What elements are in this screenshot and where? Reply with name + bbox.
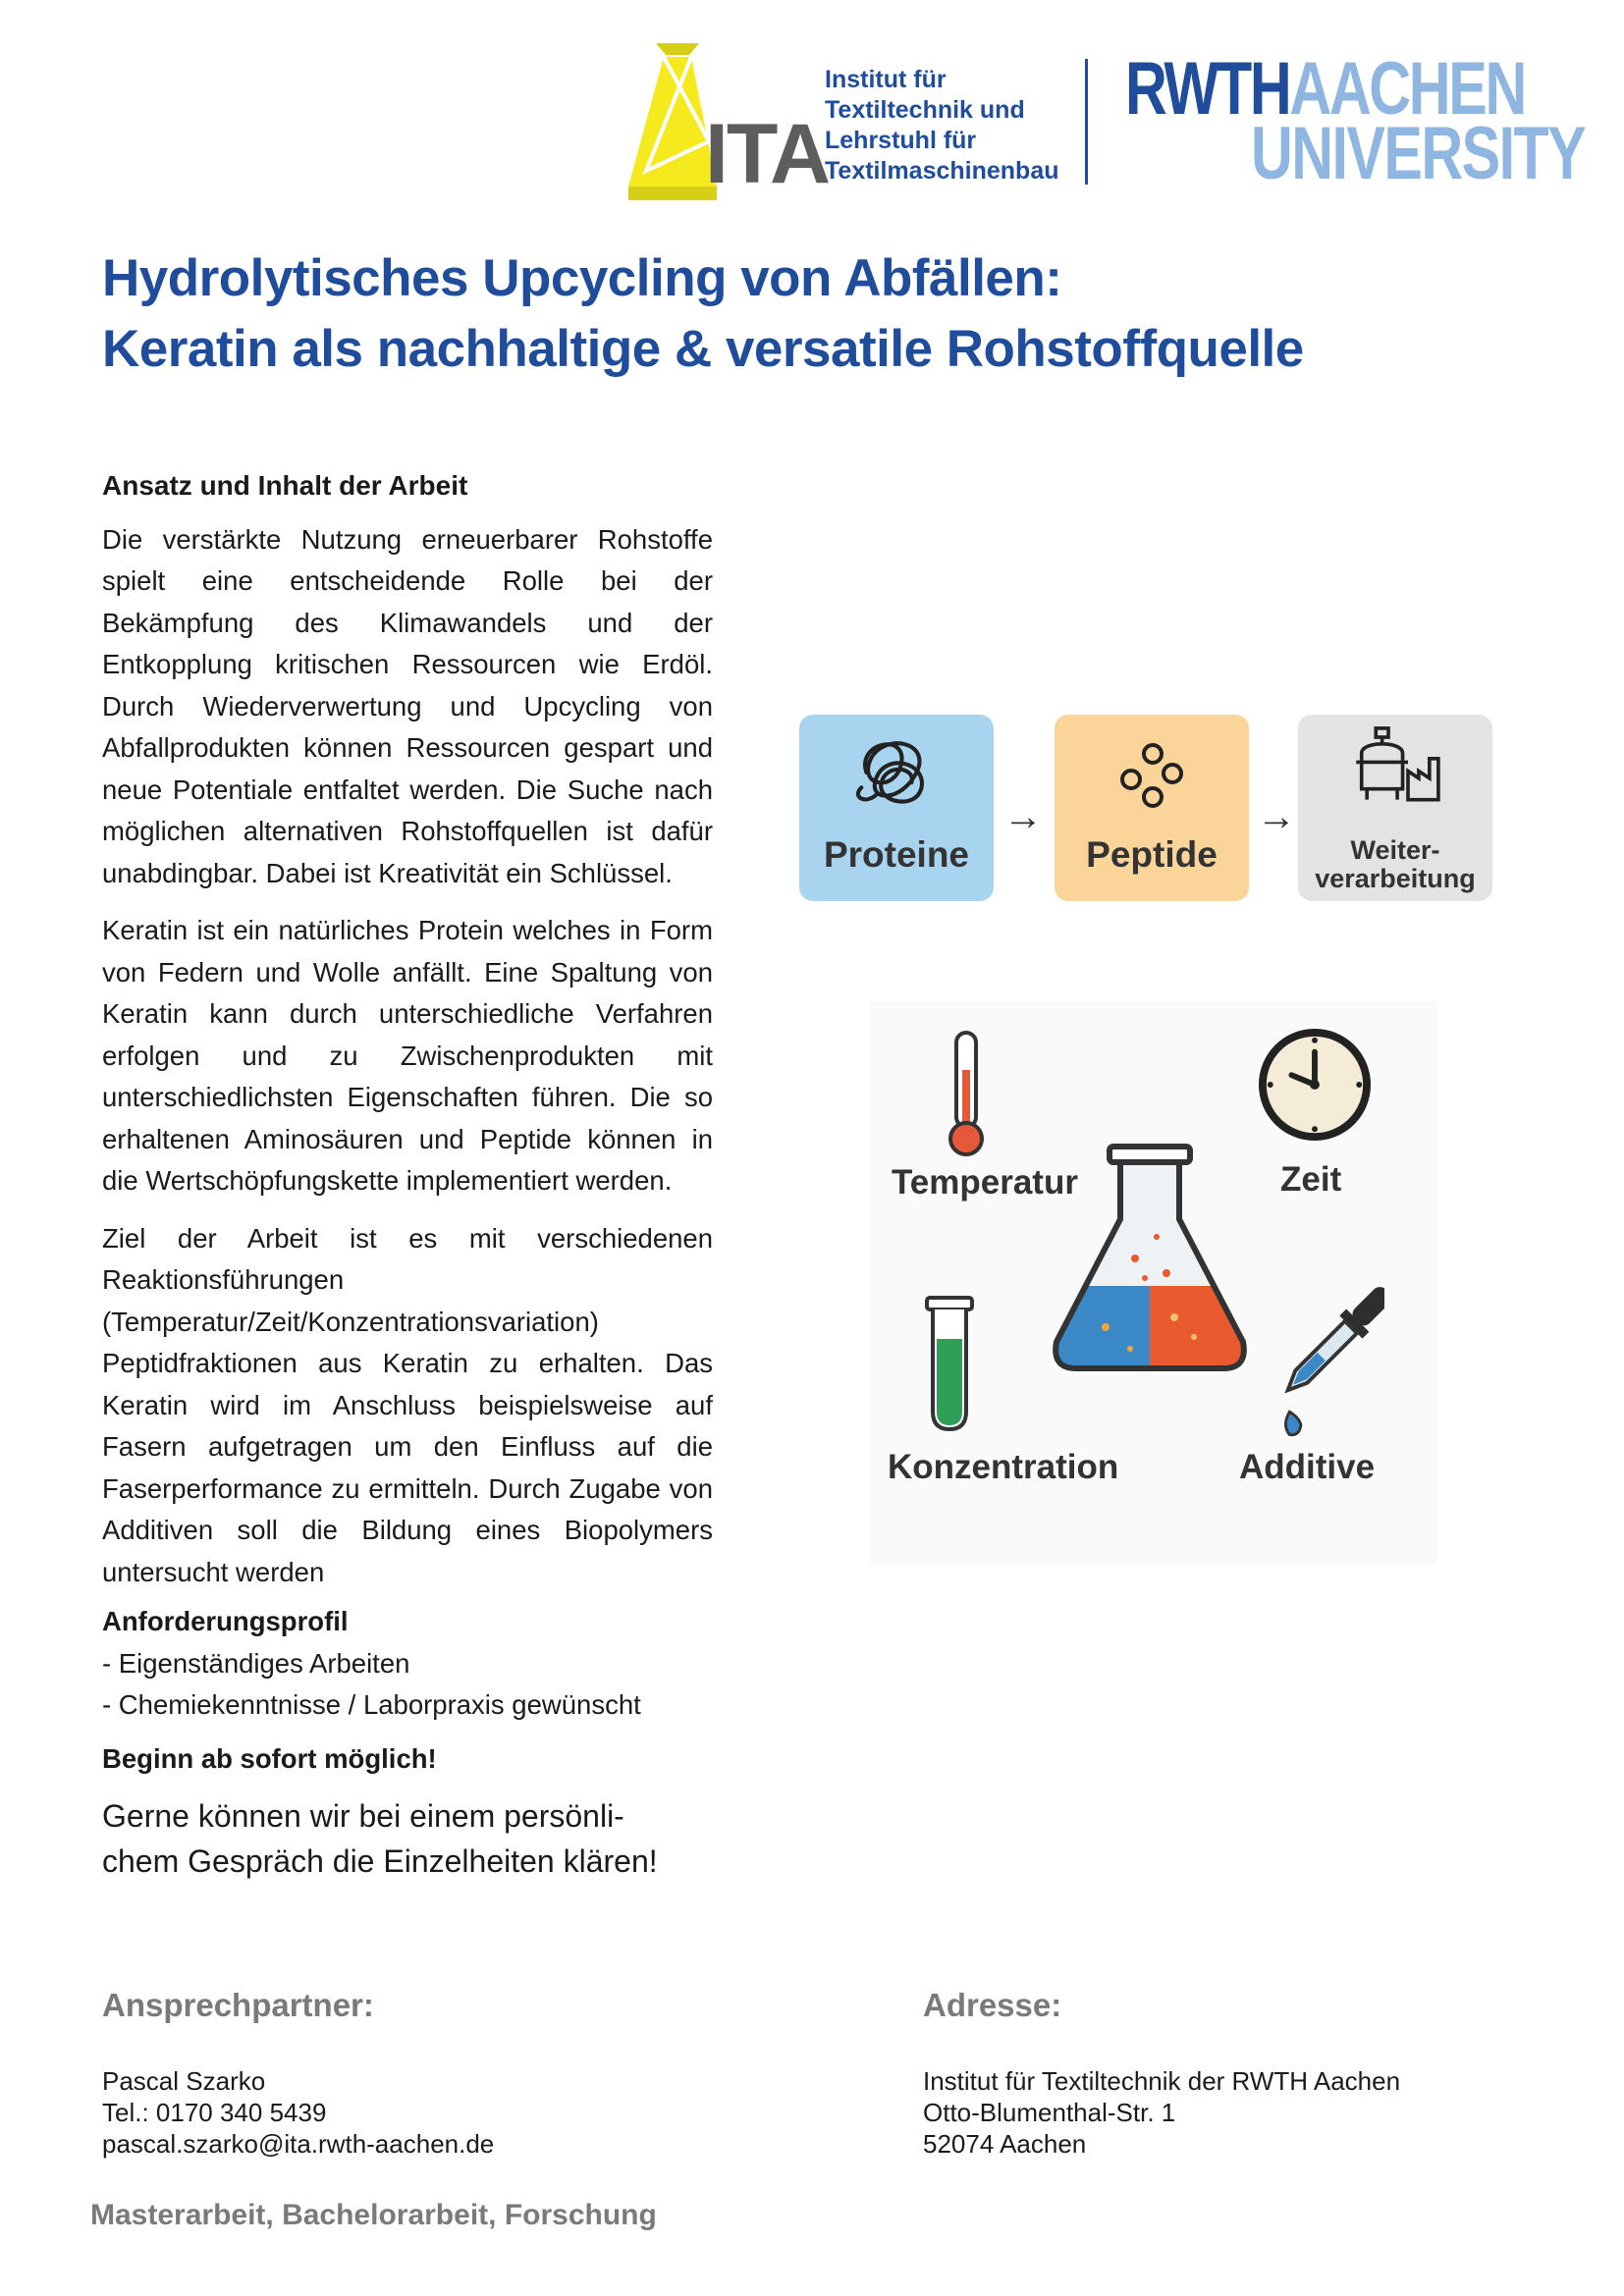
- start-note: Beginn ab sofort möglich!: [102, 1742, 437, 1774]
- arrow-icon: →: [1003, 795, 1043, 838]
- paragraph-goal: Ziel der Arbeit ist es mit verschiedenen Reaktionsführungen (Temperatur/Zeit/Konzentrationsvariation) Peptidfraktionen aus Keratin zu erhalten. Das Keratin wird im Anschluss beispielsweise auf Fasern aufgetragen um den Einfluss auf die Faserperformance zu ermitteln. Durch Zugabe von Additiven soll die Bildung eines Biopolymers untersucht werden: [102, 1222, 713, 1587]
- footer-tagline: Masterarbeit, Bachelorarbeit, Forschung: [90, 2199, 657, 2231]
- process-diagram: [799, 699, 1506, 917]
- process-step-weiterverarbeitung: [1298, 715, 1492, 901]
- label-concentration: Konzentration: [888, 1448, 1119, 1486]
- body-column: [102, 465, 713, 1884]
- title-line-2: Keratin als nachhaltige & versatile Rohstoffquelle: [102, 320, 1304, 378]
- flask-icon: [1047, 1141, 1253, 1376]
- section-heading: Ansatz und Inhalt der Arbeit: [102, 470, 468, 501]
- contact-name: Pascal Szarko: [102, 2066, 266, 2096]
- label-temperature: Temperatur: [892, 1163, 1078, 1201]
- address-heading: Adresse:: [923, 1987, 1062, 2023]
- page-title: [102, 243, 1555, 385]
- title-line-1: Hydrolytisches Upcycling von Abfällen:: [102, 249, 1062, 307]
- rwth-logo: [1125, 47, 1597, 195]
- address-line: Institut für Textiltechnik der RWTH Aachen: [923, 2066, 1401, 2096]
- pipette-dropper-icon: [1271, 1282, 1384, 1445]
- label-additives: Additive: [1239, 1448, 1376, 1486]
- ita-institute-name: Institut für Textiltechnik und Lehrstuhl für Textilmaschinenbau: [825, 66, 1059, 185]
- process-step-label: Weiter- verarbeitung: [1315, 835, 1476, 893]
- process-step-label: Proteine: [823, 834, 970, 875]
- ita-spool-icon: [628, 43, 717, 200]
- contact-heading: Ansprechpartner:: [102, 1987, 374, 2023]
- contact-block: [102, 2065, 494, 2160]
- paragraph-keratin: Keratin ist ein natürliches Protein welches in Form von Federn und Wolle anfällt. Eine Spaltung von Keratin kann durch unterschiedliche Verfahren erfolgen und zu Zwischenprodukten mit unterschiedlichsten Eigenschaften führen. Die so erhaltenen Aminosäuren und Peptide können in die Wertschöpfungskette implementiert werden.: [102, 915, 713, 1196]
- process-step-proteine: [799, 715, 994, 901]
- process-step-label: Peptide: [1086, 834, 1218, 875]
- requirement-item: - Chemiekenntnisse / Laborpraxis gewünscht: [102, 1689, 641, 1720]
- contact-phone[interactable]: Tel.: 0170 340 5439: [102, 2098, 327, 2127]
- process-step-peptide: [1055, 715, 1249, 901]
- rwth-wordmark: RWTH: [1125, 47, 1290, 131]
- contact-email[interactable]: pascal.szarko@ita.rwth-aachen.de: [102, 2129, 495, 2159]
- logo-divider: [1085, 59, 1088, 185]
- clock-icon: [1257, 1027, 1373, 1143]
- aachen-wordmark: AACHEN: [1289, 47, 1525, 131]
- arrow-icon: →: [1257, 795, 1296, 838]
- address-line: 52074 Aachen: [923, 2129, 1087, 2159]
- requirements-heading: Anforderungsprofil: [102, 1606, 349, 1636]
- requirement-item: - Eigenständiges Arbeiten: [102, 1647, 410, 1679]
- label-time: Zeit: [1280, 1160, 1342, 1199]
- ita-wordmark: ITA: [705, 107, 830, 201]
- invitation-text: Gerne können wir bei einem persönli- chem Gespräch die Einzelheiten klären!: [102, 1798, 658, 1879]
- paragraph-intro: Die verstärkte Nutzung erneuerbarer Rohstoffe spielt eine entscheidende Rolle bei der Bekämpfung des Klimawandels und der Entkopplung kritischen Ressourcen wie Erdöl. Durch Wiederverwertung und Upcycling von Abfallprodukten können Ressourcen gespart und neue Potentiale entfaltet werden. Die Suche nach möglichen alternativen Rohstoffquellen ist dafür unabdingbar. Dabei ist Kreativität ein Schlüssel.: [102, 523, 713, 888]
- ita-logo: [628, 43, 1060, 200]
- factory-reactor-icon: [1349, 726, 1447, 807]
- protein-tangle-icon: [846, 732, 947, 813]
- address-block: [923, 2065, 1400, 2160]
- test-tube-icon: [925, 1296, 974, 1433]
- peptide-circles-icon: [1113, 742, 1192, 811]
- address-line: Otto-Blumenthal-Str. 1: [923, 2098, 1176, 2127]
- thermometer-icon: [947, 1031, 986, 1158]
- university-wordmark: UNIVERSITY: [1251, 112, 1586, 195]
- parameters-illustration: [870, 1001, 1437, 1565]
